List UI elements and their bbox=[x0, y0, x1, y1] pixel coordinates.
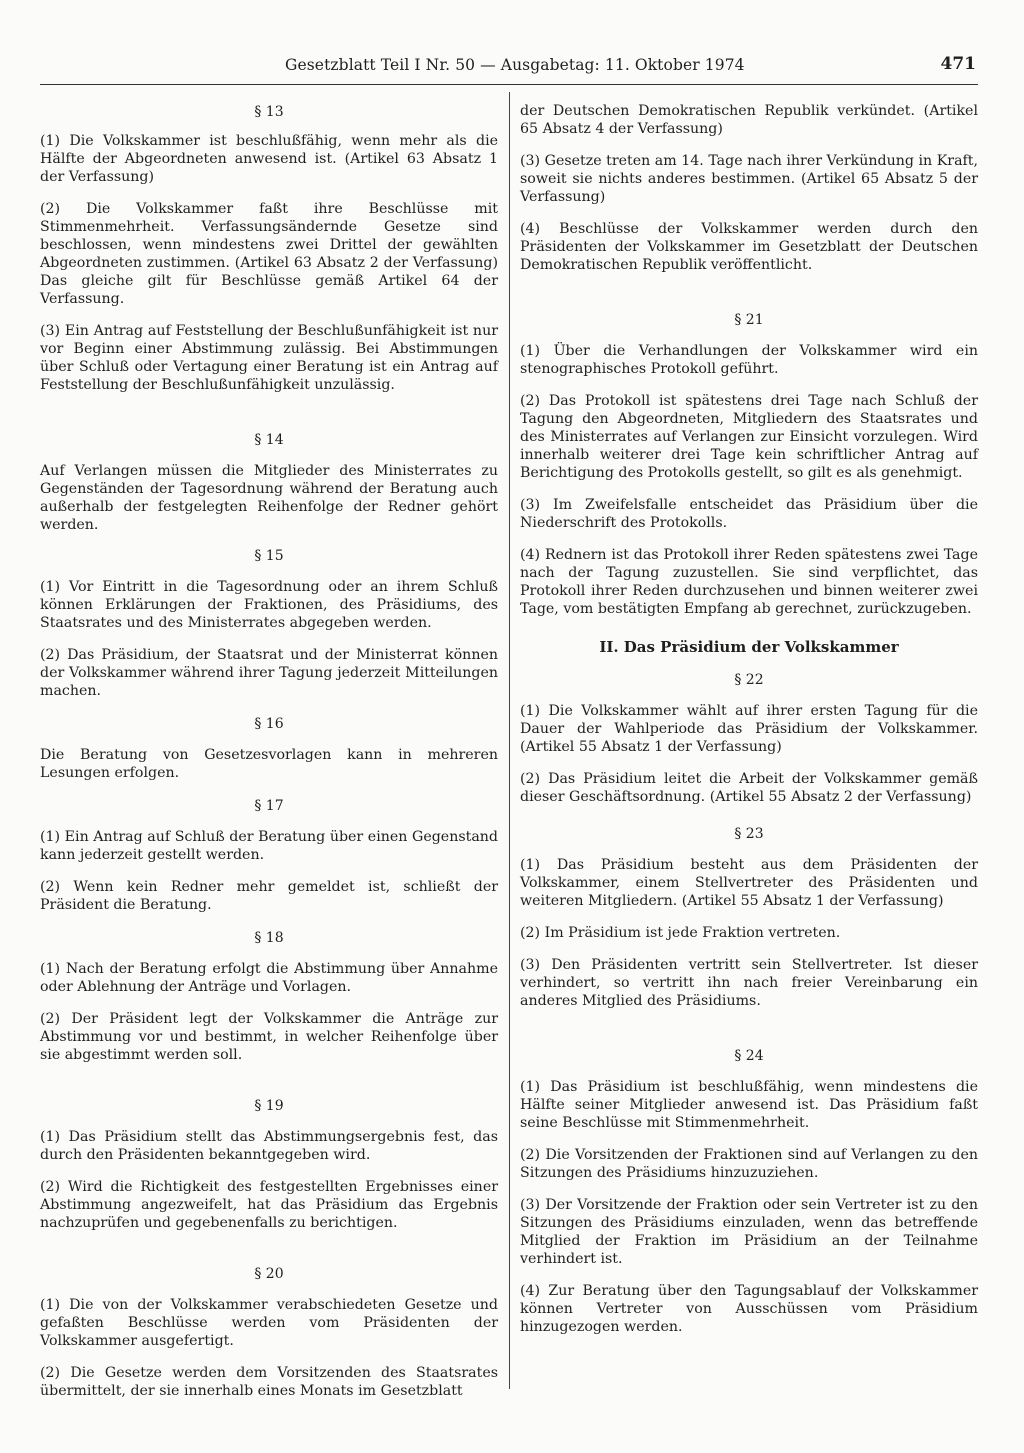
s24-para-4: (4) Zur Beratung über den Tagungsablauf der Volkskammer können Vertreter von Ausschüssen vom Präsidium hinzugezogen werden. bbox=[520, 1283, 978, 1335]
s19-para-1: (1) Das Präsidium stellt das Abstimmungsergebnis fest, das durch den Präsidenten bekanntgegeben wird. bbox=[40, 1129, 498, 1163]
s24-para-2: (2) Die Vorsitzenden der Fraktionen sind auf Verlangen zu den Sitzungen des Präsidiums hinzuzuziehen. bbox=[520, 1147, 978, 1181]
section-heading-20: § 20 bbox=[254, 1266, 284, 1282]
section-heading-24: § 24 bbox=[734, 1048, 764, 1064]
s15-para-1: (1) Vor Eintritt in die Tagesordnung oder an ihrem Schluß können Erklärungen der Fraktionen, des Präsidiums, des Staatsrates und des Ministerrates abgegeben werden. bbox=[40, 579, 498, 631]
s15-para-2: (2) Das Präsidium, der Staatsrat und der Ministerrat können der Volkskammer während ihrer Tagung jederzeit Mitteilungen machen. bbox=[40, 647, 498, 699]
s22-para-2: (2) Das Präsidium leitet die Arbeit der Volkskammer gemäß dieser Geschäftsordnung. (Artikel 55 Absatz 2 der Verfassung) bbox=[520, 771, 978, 805]
s21-para-3: (3) Im Zweifelsfalle entscheidet das Präsidium über die Niederschrift des Protokolls. bbox=[520, 497, 978, 531]
column-divider bbox=[509, 92, 510, 1389]
s23-para-3: (3) Den Präsidenten vertritt sein Stellvertreter. Ist dieser verhindert, so vertritt ihn nach freier Vereinbarung ein anderes Mitglied des Präsidiums. bbox=[520, 957, 978, 1009]
section-heading-21: § 21 bbox=[734, 312, 764, 328]
s17-para-1: (1) Ein Antrag auf Schluß der Beratung über einen Gegenstand kann jederzeit gestellt werden. bbox=[40, 829, 498, 863]
s20-para-3: (3) Gesetze treten am 14. Tage nach ihrer Verkündung in Kraft, soweit sie nichts anderes bestimmen. (Artikel 65 Absatz 5 der Verfassung) bbox=[520, 153, 978, 205]
s21-para-4: (4) Rednern ist das Protokoll ihrer Reden spätestens zwei Tage nach der Tagung zuzustellen. Sie sind verpflichtet, das Protokoll ihrer Reden durchzusehen und binnen weiterer zwei Tage, vom bestätigten Empfang ab gerechnet, zurückzugeben. bbox=[520, 547, 978, 617]
page-header bbox=[40, 52, 978, 85]
part-heading: II. Das Präsidium der Volkskammer bbox=[599, 638, 899, 656]
s21-para-2: (2) Das Protokoll ist spätestens drei Tage nach Schluß der Tagung den Abgeordneten, Mitgliedern des Staatsrates und des Ministerrates auf Verlangen zur Einsicht vorzulegen. Wird innerhalb weiterer drei Tage kein schriftlicher Antrag auf Berichtigung des Protokolls gestellt, so gilt es als genehmigt. bbox=[520, 393, 978, 481]
s20-para-4: (4) Beschlüsse der Volkskammer werden durch den Präsidenten der Volkskammer im Gesetzblatt der Deutschen Demokratischen Republik veröffentlicht. bbox=[520, 221, 978, 273]
s23-para-2: (2) Im Präsidium ist jede Fraktion vertreten. bbox=[520, 925, 841, 941]
s18-para-2: (2) Der Präsident legt der Volkskammer die Anträge zur Abstimmung vor und bestimmt, in welcher Reihenfolge über sie abgestimmt werden soll. bbox=[40, 1011, 498, 1063]
header-title: Gesetzblatt Teil I Nr. 50 — Ausgabetag: 11. Oktober 1974 bbox=[285, 56, 745, 74]
s19-para-2: (2) Wird die Richtigkeit des festgestellten Ergebnisses einer Abstimmung angezweifelt, hat das Präsidium das Ergebnis nachzuprüfen und gegebenenfalls zu berichtigen. bbox=[40, 1179, 498, 1231]
s20-para-2: (2) Die Gesetze werden dem Vorsitzenden des Staatsrates übermittelt, der sie innerhalb eines Monats im Gesetzblatt bbox=[40, 1365, 498, 1399]
s22-para-1: (1) Die Volkskammer wählt auf ihrer ersten Tagung für die Dauer der Wahlperiode das Präsidium der Volkskammer. (Artikel 55 Absatz 1 der Verfassung) bbox=[520, 703, 978, 755]
section-heading-23: § 23 bbox=[734, 826, 764, 842]
s24-para-3: (3) Der Vorsitzende der Fraktion oder sein Vertreter ist zu den Sitzungen des Präsidiums einzuladen, wenn das betreffende Mitglied der Fraktion im Präsidium an der Teilnahme verhindert ist. bbox=[520, 1197, 978, 1267]
s13-para-1: (1) Die Volkskammer ist beschlußfähig, wenn mehr als die Hälfte der Abgeordneten anwesend ist. (Artikel 63 Absatz 1 der Verfassung) bbox=[40, 133, 498, 185]
section-heading-14: § 14 bbox=[254, 432, 284, 448]
section-heading-22: § 22 bbox=[734, 672, 764, 688]
s17-para-2: (2) Wenn kein Redner mehr gemeldet ist, schließt der Präsident die Beratung. bbox=[40, 879, 498, 913]
s20-para-2-continued: der Deutschen Demokratischen Republik verkündet. (Artikel 65 Absatz 4 der Verfassung) bbox=[520, 103, 978, 137]
s13-para-2: (2) Die Volkskammer faßt ihre Beschlüsse mit Stimmenmehrheit. Verfassungsändernde Gesetze sind beschlossen, wenn mindestens zwei Drittel der gewählten Abgeordneten zustimmen. (Artikel 63 Absatz 2 der Verfassung) Das gleiche gilt für Beschlüsse gemäß Artikel 64 der Verfassung. bbox=[40, 201, 498, 307]
page-number: 471 bbox=[940, 54, 976, 74]
section-heading-16: § 16 bbox=[254, 716, 284, 732]
s23-para-1: (1) Das Präsidium besteht aus dem Präsidenten der Volkskammer, einem Stellvertreter des Präsidenten und weiteren Mitgliedern. (Artikel 55 Absatz 1 der Verfassung) bbox=[520, 857, 978, 909]
section-heading-17: § 17 bbox=[254, 798, 284, 814]
s24-para-1: (1) Das Präsidium ist beschlußfähig, wenn mindestens die Hälfte seiner Mitglieder anwesend ist. Das Präsidium faßt seine Beschlüsse mit Stimmenmehrheit. bbox=[520, 1079, 978, 1131]
right-column bbox=[520, 98, 978, 1336]
left-column bbox=[40, 98, 498, 1400]
s20-para-1: (1) Die von der Volkskammer verabschiedeten Gesetze und gefaßten Beschlüsse werden vom Präsidenten der Volkskammer ausgefertigt. bbox=[40, 1297, 498, 1349]
section-heading-13: § 13 bbox=[254, 104, 284, 120]
section-heading-15: § 15 bbox=[254, 548, 284, 564]
s16-para-1: Die Beratung von Gesetzesvorlagen kann in mehreren Lesungen erfolgen. bbox=[40, 747, 498, 781]
s13-para-3: (3) Ein Antrag auf Feststellung der Beschlußunfähigkeit ist nur vor Beginn einer Abstimmung zulässig. Bei Abstimmungen über Schluß oder Vertagung einer Beratung ist ein Antrag auf Feststellung der Beschlußunfähigkeit unzulässig. bbox=[40, 323, 498, 393]
section-heading-18: § 18 bbox=[254, 930, 284, 946]
s14-para-1: Auf Verlangen müssen die Mitglieder des Ministerrates zu Gegenständen der Tagesordnung während der Beratung auch außerhalb der festgelegten Reihenfolge der Redner gehört werden. bbox=[40, 463, 498, 533]
section-heading-19: § 19 bbox=[254, 1098, 284, 1114]
s21-para-1: (1) Über die Verhandlungen der Volkskammer wird ein stenographisches Protokoll geführt. bbox=[520, 343, 978, 377]
s18-para-1: (1) Nach der Beratung erfolgt die Abstimmung über Annahme oder Ablehnung der Anträge und Vorlagen. bbox=[40, 961, 498, 995]
